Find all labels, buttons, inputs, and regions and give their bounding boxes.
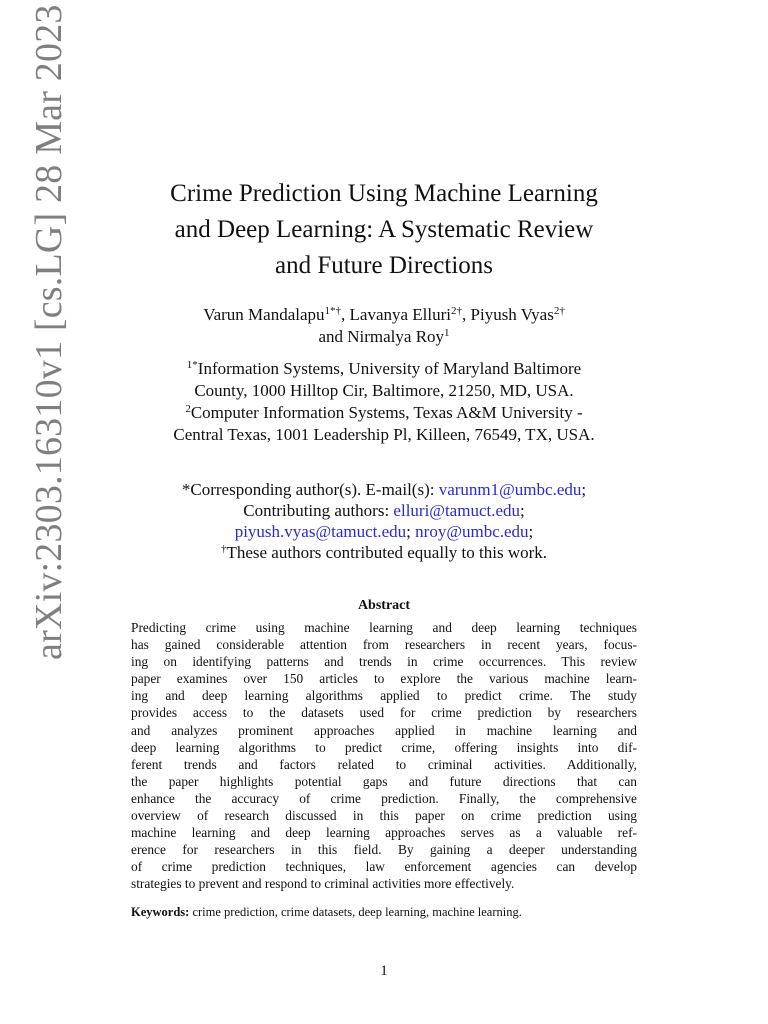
abstract-line: deep learning algorithms to predict crime, offering insights into dif-	[131, 739, 637, 755]
author-affiliation-mark: 1*†	[324, 305, 342, 317]
abstract-line: enhance the accuracy of crime prediction. Finally, the comprehensive	[131, 790, 637, 806]
punctuation: ;	[406, 522, 416, 541]
corresponding-author-line	[110, 479, 658, 500]
dagger-mark: †	[220, 543, 227, 555]
equal-contribution-note	[110, 542, 658, 563]
author-affiliation-mark: 1	[444, 327, 450, 339]
abstract-line: paper examines over 150 articles to explore the various machine learn-	[131, 671, 637, 687]
contributing-authors-line	[110, 521, 658, 542]
keywords-text: crime prediction, crime datasets, deep learning, machine learning.	[189, 905, 522, 919]
abstract-line: ferent trends and factors related to criminal activities. Additionally,	[131, 756, 637, 772]
abstract-line: of crime prediction techniques, law enforcement agencies can develop	[131, 859, 637, 875]
author-separator: ,	[341, 305, 350, 324]
punctuation: ;	[581, 480, 587, 499]
affiliation-mark: 1*	[186, 359, 198, 371]
author-name: Nirmalya Roy	[347, 327, 445, 346]
corresponding-email-link[interactable]: varunm1@umbc.edu	[438, 480, 582, 499]
author-name: Varun Mandalapu	[203, 305, 325, 324]
abstract-line: strategies to prevent and respond to criminal activities more effectively.	[131, 876, 515, 892]
abstract-line: and analyzes prominent approaches applied in machine learning and	[131, 722, 637, 738]
affiliation-mark: 2	[185, 403, 191, 415]
author-conjunction: and	[318, 327, 348, 346]
author-affiliation-mark: 2†	[553, 305, 565, 317]
punctuation: ;	[520, 501, 525, 520]
contributing-email-link[interactable]: elluri@tamuct.edu	[393, 501, 521, 520]
arxiv-identifier: arXiv:2303.16310v1 [cs.LG] 28 Mar 2023	[28, 4, 70, 660]
affiliation-text: Computer Information Systems, Texas A&M University -	[190, 403, 583, 422]
affiliation-line: County, 1000 Hilltop Cir, Baltimore, 21250, MD, USA.	[194, 381, 574, 400]
affiliation-line	[110, 358, 658, 380]
abstract-line: ing and deep learning algorithms applied to predict crime. The study	[131, 688, 637, 704]
paper-title	[118, 176, 650, 284]
abstract-line: Predicting crime using machine learning and deep learning techniques	[131, 620, 637, 635]
equal-contribution-text: These authors contributed equally to this work.	[226, 543, 548, 562]
abstract-line: provides access to the datasets used for crime prediction by researchers	[131, 705, 637, 721]
keywords-label: Keywords:	[131, 905, 190, 919]
affiliation-list	[110, 358, 658, 446]
author-affiliation-mark: 2†	[451, 305, 463, 317]
affiliation-line	[110, 402, 658, 424]
abstract-heading: Abstract	[357, 598, 411, 613]
author-line	[110, 326, 658, 348]
keywords-line	[131, 904, 641, 921]
abstract-line: overview of research discussed in this paper on crime prediction using	[131, 808, 637, 824]
abstract-line: erence for researchers in this field. By gaining a deeper understanding	[131, 842, 637, 858]
title-line: and Future Directions	[274, 252, 493, 279]
author-list	[110, 304, 658, 348]
punctuation: ;	[528, 522, 534, 541]
author-name: Lavanya Elluri	[349, 305, 452, 324]
abstract-line: has gained considerable attention from researchers in recent years, focus-	[131, 637, 637, 653]
author-separator: ,	[462, 305, 471, 324]
author-line	[110, 304, 658, 326]
affiliation-text: Information Systems, University of Maryland Baltimore	[197, 359, 582, 378]
contact-block	[110, 479, 658, 563]
corresponding-label: *Corresponding author(s). E-mail(s):	[181, 480, 439, 499]
abstract-body	[131, 619, 637, 893]
page-number: 1	[380, 963, 388, 979]
author-name: Piyush Vyas	[470, 305, 554, 324]
affiliation-line: Central Texas, 1001 Leadership Pl, Killeen, 76549, TX, USA.	[173, 425, 595, 444]
abstract-line: machine learning and deep learning approaches serves as a valuable ref-	[131, 825, 637, 841]
title-line: and Deep Learning: A Systematic Review	[174, 216, 594, 243]
contributing-authors-line	[110, 500, 658, 521]
contributing-email-link[interactable]: piyush.vyas@tamuct.edu	[234, 522, 407, 541]
contributing-email-link[interactable]: nroy@umbc.edu	[415, 522, 529, 541]
abstract-line: ing on identifying patterns and trends in crime occurrences. This review	[131, 654, 637, 670]
abstract-line: the paper highlights potential gaps and future directions that can	[131, 773, 637, 789]
title-line: Crime Prediction Using Machine Learning	[170, 180, 598, 207]
contributing-label: Contributing authors:	[243, 501, 394, 520]
